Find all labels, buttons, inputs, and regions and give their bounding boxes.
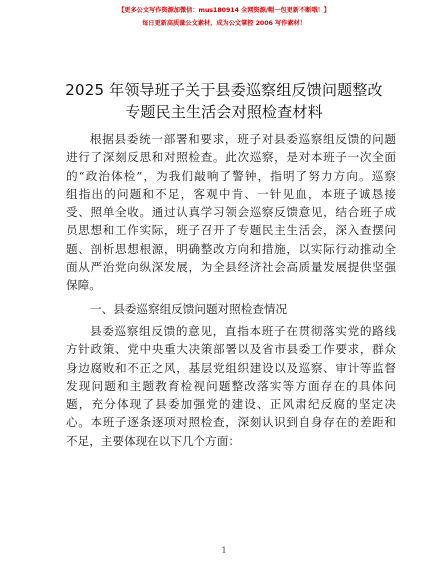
section-1-paragraph-line: 发现问题和主题教育检视问题整改落实等方面存在的具体问: [66, 378, 396, 393]
intro-paragraph-line: 面从严治党向纵深发展，为全县经济社会高质量发展提供坚强: [66, 260, 396, 275]
intro-paragraph-line: 受、照单全收。通过认真学习领会巡察反馈意见，结合班子成: [66, 205, 396, 220]
promo-banner-line-2: 每日更新高质量公文素材，成为公文掌控 2006 写作素材！: [142, 20, 306, 27]
document-body: [66, 130, 396, 450]
section-1-paragraph-line: 不足，主要体现在以下几个方面：: [66, 433, 240, 448]
section-1-heading: 一、县委巡察组反馈问题对照检查情况: [90, 301, 288, 316]
section-1-paragraph-line: 方针政策、党中央重大决策部署以及省市县委工作要求，群众: [66, 342, 396, 357]
document-title-line-1: 2025 年领导班子关于县委巡察组反馈问题整改: [65, 81, 383, 99]
intro-paragraph-line: 保障。: [66, 278, 101, 293]
intro-paragraph-line: 根据县委统一部署和要求，班子对县委巡察组反馈的问题: [90, 132, 396, 146]
intro-paragraph-line: 组指出的问题和不足，客观中肯、一针见血，本班子诚恳接: [66, 186, 396, 201]
section-1-paragraph-line: 心。本班子逐条逐项对照检查，深刻认识到自身存在的差距和: [66, 415, 396, 430]
promo-banner-line-1: 【更多公文写作资源加微信：mus180914 全网资源/帽一包更新不断哦！】: [118, 7, 330, 14]
section-1-paragraph-line: 县委巡察组反馈的意见，直指本班子在贯彻落实党的路线: [90, 323, 396, 338]
intro-paragraph-line: 员思想和工作实际，班子召开了专题民主生活会，深入查摆问: [66, 223, 396, 238]
document-title-line-2: 专题民主生活会对照检查材料: [125, 103, 323, 121]
intro-paragraph-line: 进行了深刻反思和对照检查。此次巡察，是对本班子一次全面: [66, 150, 396, 165]
section-1-paragraph-line: 身边腐败和不正之风，基层党组织建设以及巡察、审计等监督: [66, 360, 396, 375]
intro-paragraph-line: 的“政治体检”，为我们敲响了警钟，指明了努力方向。巡察: [66, 168, 396, 183]
page-number: 1: [221, 546, 227, 555]
intro-paragraph-line: 题、剖析思想根源，明确整改方向和措施，以实际行动推动全: [66, 241, 396, 256]
section-1-paragraph-line: 题，充分体现了县委加强党的建设、正风肃纪反腐的坚定决: [66, 397, 396, 412]
